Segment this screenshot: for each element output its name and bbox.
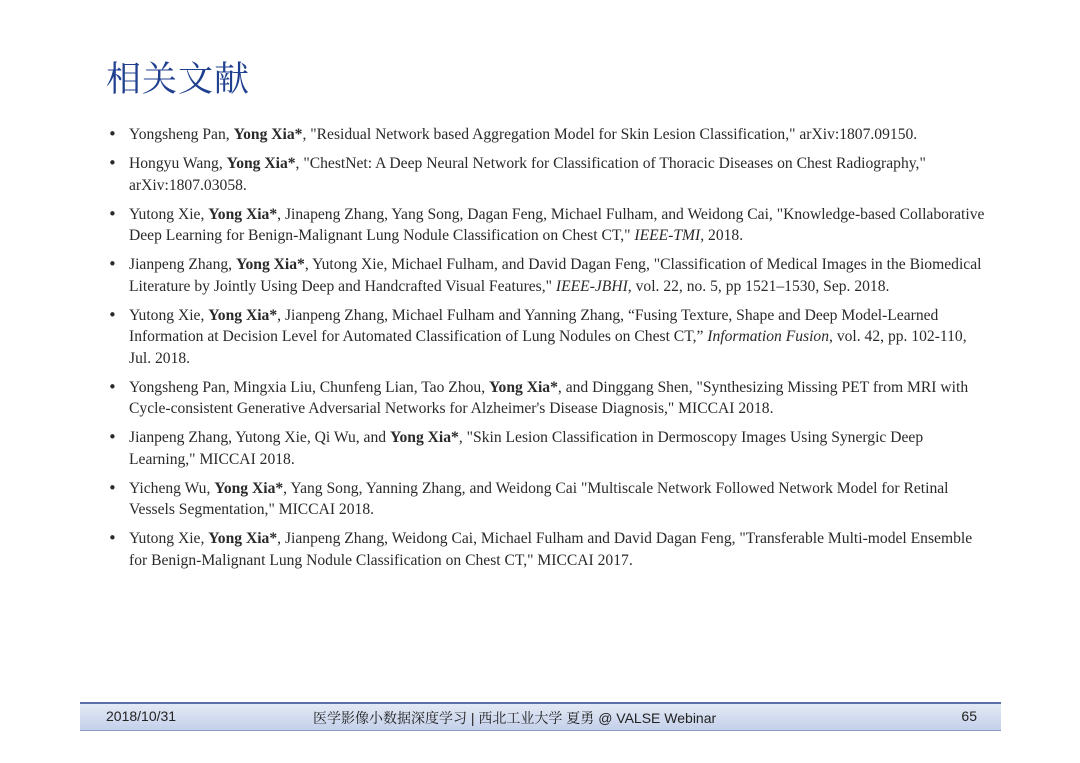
- ref-authors-before: Jianpeng Zhang, Yutong Xie, Qi Wu, and: [129, 429, 390, 446]
- page-number: 65: [961, 708, 977, 724]
- bullet-icon: •: [108, 125, 117, 143]
- reference-item: [108, 478, 988, 521]
- ref-highlight-author: Yong Xia*: [214, 479, 284, 497]
- ref-text: , and Dinggang Shen, "Synthesizing Missing PET from MRI with Cycle-consistent Generative Adversarial Networks for Alzheimer's Disease Diagnosis," MICCAI 2018.: [129, 378, 969, 417]
- ref-highlight-author: Yong Xia*: [226, 155, 296, 172]
- footer-title: 医学影像小数据深度学习 | 西北工业大学 夏勇 @ VALSE Webinar: [313, 710, 717, 726]
- ref-highlight-author: Yong Xia*: [489, 378, 558, 396]
- reference-item: [108, 427, 988, 470]
- ref-authors-before: Jianpeng Zhang,: [129, 256, 236, 273]
- ref-venue: IEEE-JBHI: [555, 277, 628, 295]
- ref-highlight-author: Yong Xia*: [233, 126, 303, 143]
- ref-highlight-author: Yong Xia*: [389, 429, 459, 446]
- footer-date: 2018/10/31: [106, 708, 177, 724]
- bullet-icon: •: [108, 529, 117, 547]
- ref-text: , "ChestNet: A Deep Neural Network for Classification of Thoracic Diseases on Chest Radiography," arXiv:1807.03058.: [129, 155, 926, 194]
- ref-venue: Information Fusion: [707, 328, 830, 345]
- ref-text: , Yang Song, Yanning Zhang, and Weidong Cai "Multiscale Network Followed Network Model for Retinal Vessels Segmentation," MICCAI 2018.: [129, 479, 949, 518]
- ref-highlight-author: Yong Xia*: [208, 205, 278, 223]
- ref-authors-before: Yutong Xie,: [129, 205, 209, 223]
- bullet-icon: •: [108, 204, 117, 223]
- bullet-icon: •: [108, 478, 117, 497]
- ref-authors-before: Hongyu Wang,: [129, 155, 227, 172]
- footer-bar: [80, 702, 1001, 731]
- reference-item: [108, 124, 988, 146]
- ref-authors-before: Yicheng Wu,: [129, 479, 215, 497]
- ref-text: , Jianpeng Zhang, Weidong Cai, Michael Fulham and David Dagan Feng, "Transferable Multi-model Ensemble for Benign-Malignant Lung Nodule Classification on Chest CT," MICCAI 2017.: [129, 530, 973, 569]
- ref-text: , Yutong Xie, Michael Fulham, and David Dagan Feng, "Classification of Medical Images in the Biomedical Literature by Jointly Using Deep and Handcrafted Visual Features,": [129, 256, 982, 295]
- reference-item: [108, 528, 988, 571]
- slide-title: 相关文献: [106, 60, 251, 100]
- reference-item: [108, 254, 988, 297]
- reference-item: [108, 204, 988, 247]
- bullet-icon: •: [108, 428, 117, 446]
- ref-authors-before: Yutong Xie,: [129, 530, 209, 547]
- ref-text: , "Residual Network based Aggregation Model for Skin Lesion Classification," arXiv:1807.09150.: [302, 126, 918, 143]
- bullet-icon: •: [108, 377, 117, 396]
- ref-highlight-author: Yong Xia*: [235, 256, 305, 273]
- ref-authors-before: Yutong Xie,: [129, 306, 209, 324]
- reference-item: [108, 377, 988, 420]
- ref-tail: 2018.: [704, 227, 744, 244]
- ref-highlight-author: Yong Xia*: [208, 530, 278, 547]
- ref-authors-before: Yongsheng Pan,: [129, 126, 234, 143]
- reference-list: [108, 124, 988, 579]
- ref-venue: IEEE-TMI,: [634, 227, 705, 244]
- bullet-icon: •: [108, 305, 117, 324]
- bullet-icon: •: [108, 154, 117, 172]
- reference-item: [108, 305, 988, 370]
- ref-tail: , vol. 42, pp. 102-110, Jul. 2018.: [129, 328, 967, 367]
- ref-text: , Jianpeng Zhang, Michael Fulham and Yanning Zhang, “Fusing Texture, Shape and Deep Model-Learned Information at Decision Level for Automated Classification of Lung Nodules on Chest CT,”: [129, 306, 939, 345]
- ref-text: , "Skin Lesion Classification in Dermoscopy Images Using Synergic Deep Learning," MICCAI 2018.: [129, 429, 924, 468]
- ref-text: , Jinapeng Zhang, Yang Song, Dagan Feng, Michael Fulham, and Weidong Cai, "Knowledge-based Collaborative Deep Learning for Benign-Malignant Lung Nodule Classification on Chest CT,": [129, 205, 985, 244]
- bullet-icon: •: [108, 255, 117, 273]
- ref-authors-before: Yongsheng Pan, Mingxia Liu, Chunfeng Lian, Tao Zhou,: [129, 378, 490, 396]
- reference-item: [108, 153, 988, 196]
- ref-tail: , vol. 22, no. 5, pp 1521–1530, Sep. 2018.: [627, 277, 890, 295]
- ref-highlight-author: Yong Xia*: [208, 306, 278, 324]
